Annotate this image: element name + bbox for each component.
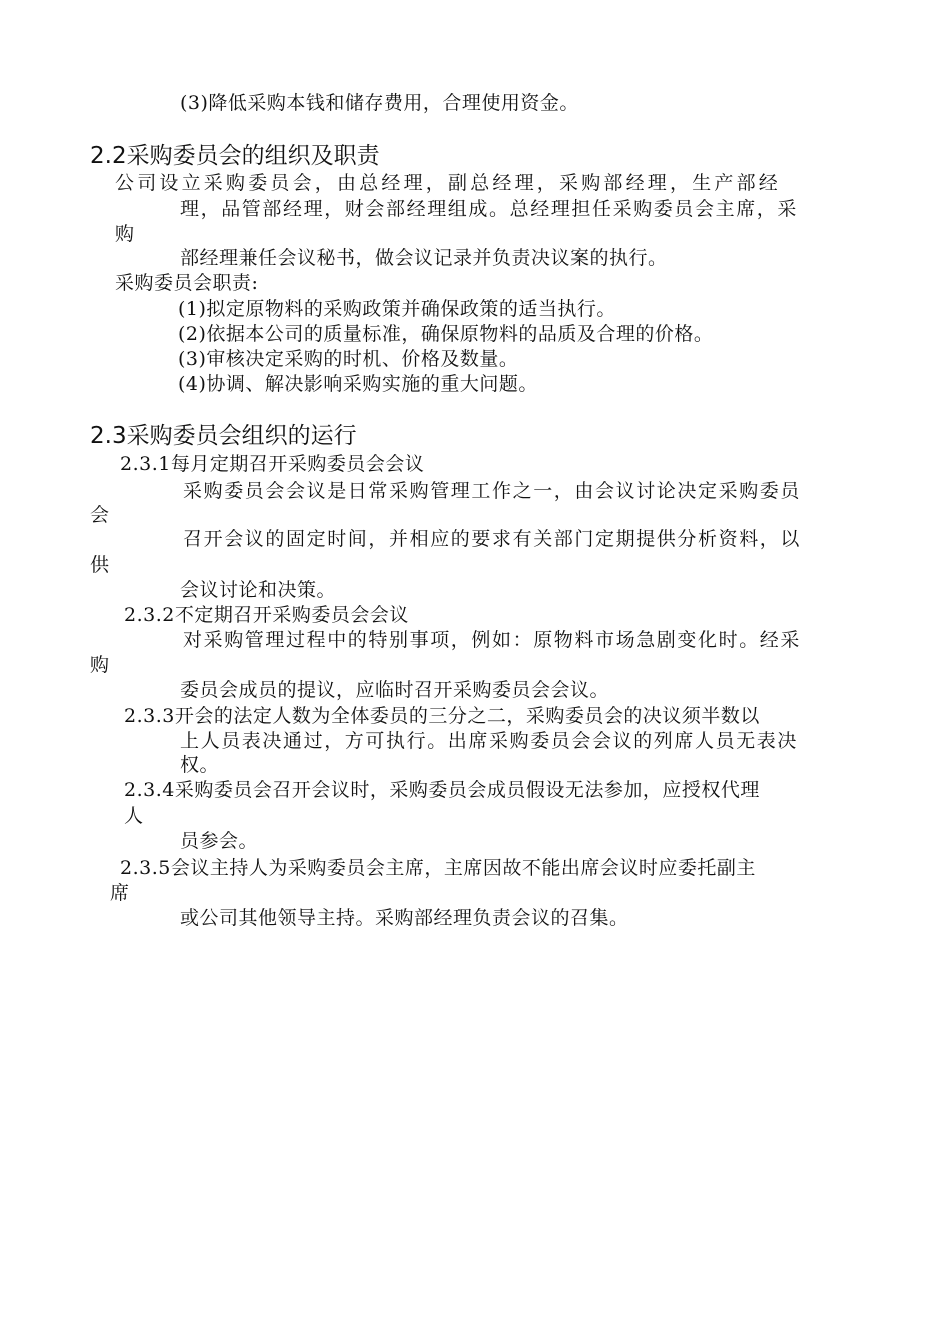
duty-item-3: (3)审核决定采购的时机、价格及数量。 xyxy=(178,348,519,370)
subsection-2-3-5: 2.3.5会议主持人为采购委员会主席，主席因故不能出席会议时应委托副主 xyxy=(120,857,756,879)
paragraph-line: 召开会议的固定时间，并相应的要求有关部门定期提供分析资料，以 xyxy=(183,528,802,550)
subsection-title-2-3-1: 2.3.1每月定期召开采购委员会会议 xyxy=(120,453,425,475)
duty-item-1: (1)拟定原物料的采购政策并确保政策的适当执行。 xyxy=(178,298,616,320)
paragraph-line: 购 xyxy=(115,223,135,245)
paragraph-line: 公司设立采购委员会，由总经理，副总经理，采购部经理，生产部经 xyxy=(115,172,782,194)
paragraph-line: 会 xyxy=(90,504,110,526)
objective-item-3: (3)降低采购本钱和储存费用，合理使用资金。 xyxy=(180,92,579,114)
subsection-2-3-4: 2.3.4采购委员会召开会议时，采购委员会成员假设无法参加，应授权代理 xyxy=(124,779,760,801)
subsection-title-2-3-2: 2.3.2不定期召开采购委员会会议 xyxy=(124,604,409,626)
section-heading-2-3: 2.3采购委员会组织的运行 xyxy=(90,423,357,449)
paragraph-line: 或公司其他领导主持。采购部经理负责会议的召集。 xyxy=(180,907,629,929)
duties-label: 采购委员会职责: xyxy=(115,272,259,294)
duty-item-4: (4)协调、解决影响采购实施的重大问题。 xyxy=(178,373,538,395)
paragraph-line: 上人员表决通过，方可执行。出席采购委员会会议的列席人员无表决 xyxy=(180,730,799,752)
paragraph-line: 供 xyxy=(90,554,110,576)
paragraph-line: 购 xyxy=(90,654,110,676)
paragraph-line: 会议讨论和决策。 xyxy=(180,579,337,601)
paragraph-line: 理，品管部经理，财会部经理组成。总经理担任采购委员会主席，采 xyxy=(180,198,799,220)
subsection-2-3-3: 2.3.3开会的法定人数为全体委员的三分之二，采购委员会的决议须半数以 xyxy=(124,705,760,727)
duty-item-2: (2)依据本公司的质量标准，确保原物料的品质及合理的价格。 xyxy=(178,323,714,345)
section-heading-2-2: 2.2采购委员会的组织及职责 xyxy=(90,143,380,169)
paragraph-line: 部经理兼任会议秘书，做会议记录并负责决议案的执行。 xyxy=(180,247,668,269)
paragraph-line: 席 xyxy=(110,882,130,904)
paragraph-line: 权。 xyxy=(180,754,220,776)
paragraph-line: 人 xyxy=(124,805,144,827)
paragraph-line: 员参会。 xyxy=(180,830,259,852)
paragraph-line: 对采购管理过程中的特别事项，例如：原物料市场急剧变化时。经采 xyxy=(183,629,802,651)
paragraph-line: 委员会成员的提议，应临时召开采购委员会会议。 xyxy=(180,679,610,701)
paragraph-line: 采购委员会会议是日常采购管理工作之一，由会议讨论决定采购委员 xyxy=(183,480,802,502)
